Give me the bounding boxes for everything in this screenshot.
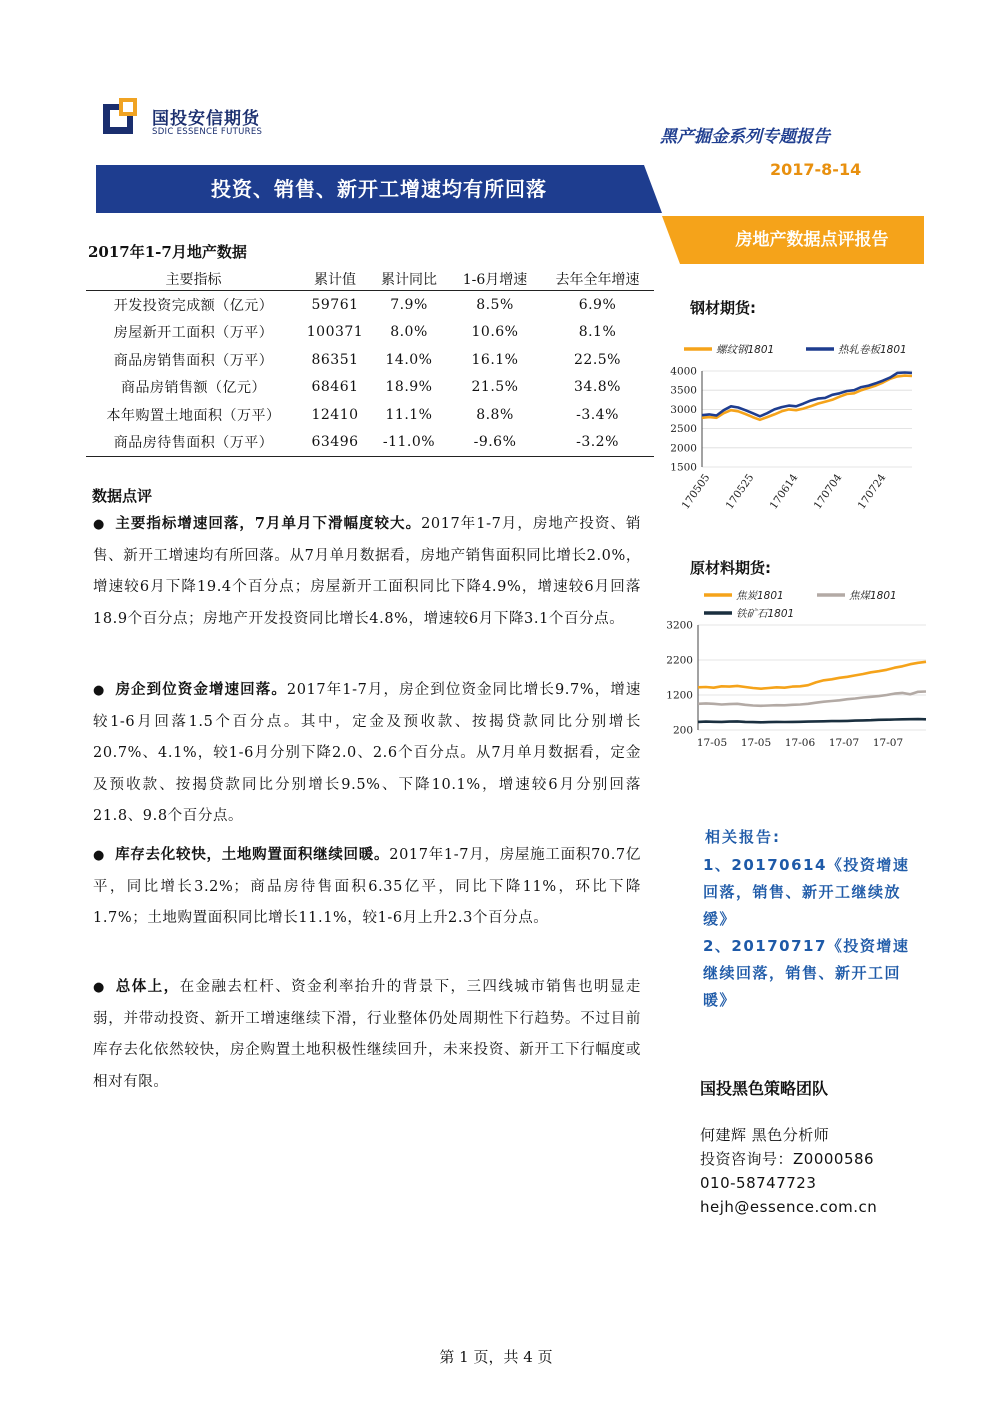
y-tick-label: 1500 xyxy=(670,461,697,474)
x-tick-label: 170525 xyxy=(723,471,757,512)
related-report-link[interactable]: 1、20170614《投资增速回落，销售、新开工继续放缓》 xyxy=(703,856,910,928)
table-cell: 11.1% xyxy=(385,406,433,423)
table-row xyxy=(86,291,654,319)
table-cell: 16.1% xyxy=(471,351,519,368)
table-cell: 100371 xyxy=(306,324,364,341)
legend-label: 铁矿石1801 xyxy=(736,608,795,620)
paragraph-body: 2017年1-7月，房屋施工面积70.7亿平，同比增长3.2%；商品房待售面积6.35亿平，同比下降11%，环比下降1.7%；土地购置面积同比增长11.1%，较1-6月上升2.3个百分点。 xyxy=(93,847,641,926)
x-tick-label: 17-07 xyxy=(872,737,904,749)
y-tick-label: 3200 xyxy=(666,619,693,632)
paragraph-lead: 总体上， xyxy=(115,978,180,995)
paragraph-body: 2017年1-7月，房地产投资、销售、新开工增速均有所回落。从7月单月数据看，房地产销售面积同比增长2.0%，增速较6月下降19.4个百分点；房屋新开工面积同比下降4.9%，增速较6月回落18.9个百分点；房地产开发投资同比增长4.8%，增速较6月下降3.1个百分点。 xyxy=(93,516,641,627)
table-cell: 商品房待售面积（万平） xyxy=(86,429,301,457)
table-cell: -9.6% xyxy=(449,429,541,457)
related-report-link[interactable]: 2、20170717《投资增速继续回落，销售、新开工回暖》 xyxy=(703,937,910,1009)
bullet-icon: ● xyxy=(93,848,106,863)
raw-material-chart xyxy=(660,584,930,764)
column-header: 1-6月增速 xyxy=(449,268,541,291)
logo-mark-icon xyxy=(103,98,143,138)
y-tick-label: 2000 xyxy=(670,442,697,455)
x-tick-label: 170505 xyxy=(679,471,713,512)
data-table xyxy=(86,268,654,457)
y-tick-label: 4000 xyxy=(670,365,697,378)
table-cell: 12410 xyxy=(311,406,359,423)
column-header: 累计值 xyxy=(301,268,369,291)
table-row xyxy=(86,429,654,457)
table-cell: 18.9% xyxy=(385,379,433,396)
table-row xyxy=(86,401,654,429)
series-line xyxy=(698,662,926,689)
table-cell: 34.8% xyxy=(574,379,621,396)
commentary-heading: 数据点评 xyxy=(92,487,153,505)
report-date: 2017-8-14 xyxy=(770,160,862,179)
x-tick-label: 170704 xyxy=(811,471,845,512)
x-tick-label: 170614 xyxy=(767,471,801,512)
raw-material-heading: 原材料期货: xyxy=(690,559,771,577)
column-header: 去年全年增速 xyxy=(541,268,654,291)
logo-chinese-name: 国投安信期货 xyxy=(152,109,260,129)
paragraph-lead: 房企到位资金增速回落。 xyxy=(115,681,287,698)
legend-label: 焦煤1801 xyxy=(849,590,897,602)
y-tick-label: 3500 xyxy=(670,384,697,397)
table-cell: 86351 xyxy=(311,351,359,368)
paragraph-body: 在金融去杠杆、资金利率抬升的背景下，三四线城市销售也明显走弱，并带动投资、新开工增速继续下滑，行业整体仍处周期性下行趋势。不过目前库存去化依然较快，房企购置土地积极性继续回升，未来投资、新开工下行幅度或相对有限。 xyxy=(93,979,641,1090)
table-row xyxy=(86,374,654,402)
page-number: 第 1 页，共 4 页 xyxy=(439,1348,553,1366)
table-cell: 7.9% xyxy=(390,296,428,313)
table-cell: -3.4% xyxy=(576,406,619,423)
table-cell: 8.8% xyxy=(476,406,514,423)
x-tick-label: 170724 xyxy=(855,471,889,512)
table-cell: 8.1% xyxy=(578,324,617,341)
table-cell: 房屋新开工面积（万平） xyxy=(113,325,274,342)
table-cell: 59761 xyxy=(311,296,359,313)
report-title: 投资、销售、新开工增速均有所回落 xyxy=(211,177,547,201)
commentary-paragraph xyxy=(93,508,641,635)
table-cell: 14.0% xyxy=(385,351,433,368)
table-cell: 6.9% xyxy=(578,296,617,313)
team-heading: 国投黑色策略团队 xyxy=(700,1079,829,1098)
logo-english-name: SDIC ESSENCE FUTURES xyxy=(152,127,263,137)
x-tick-label: 17-07 xyxy=(828,737,860,749)
table-header-row xyxy=(86,268,654,291)
table-cell: 10.6% xyxy=(471,324,519,341)
table-cell: 商品房销售额（亿元） xyxy=(121,380,266,397)
bullet-icon: ● xyxy=(93,517,106,532)
phone-number: 010-58747723 xyxy=(700,1174,817,1192)
y-tick-label: 2500 xyxy=(670,423,697,436)
table-cell: 8.0% xyxy=(390,324,428,341)
paragraph-lead: 主要指标增速回落，7月单月下滑幅度较大。 xyxy=(115,515,422,532)
commentary-paragraph xyxy=(93,839,641,935)
table-cell: 开发投资完成额（亿元） xyxy=(113,297,274,314)
table-cell: 22.5% xyxy=(574,351,621,368)
license-number: 投资咨询号：Z0000586 xyxy=(700,1150,875,1168)
legend-label: 热轧卷板1801 xyxy=(838,344,907,356)
related-reports-heading: 相关报告: xyxy=(705,828,781,846)
steel-futures-heading: 钢材期货: xyxy=(690,299,756,317)
email-link[interactable]: hejh@essence.com.cn xyxy=(700,1198,878,1216)
table-row xyxy=(86,319,654,347)
table-cell: 21.5% xyxy=(471,379,519,396)
table-cell: 68461 xyxy=(311,379,359,396)
series-line xyxy=(698,719,926,722)
bullet-icon: ● xyxy=(93,683,106,698)
column-header: 主要指标 xyxy=(86,268,301,291)
table-cell: 8.5% xyxy=(476,296,514,313)
x-tick-label: 17-06 xyxy=(784,737,816,749)
y-tick-label: 1200 xyxy=(666,689,693,702)
table-cell: 63496 xyxy=(301,429,369,457)
bullet-icon: ● xyxy=(93,980,106,995)
analyst-name: 何建辉 黑色分析师 xyxy=(700,1126,830,1144)
x-tick-label: 17-05 xyxy=(696,737,728,749)
column-header: 累计同比 xyxy=(369,268,449,291)
legend-label: 螺纹钢1801 xyxy=(716,344,775,356)
y-tick-label: 200 xyxy=(672,724,693,737)
report-type-label: 房地产数据点评报告 xyxy=(735,230,889,250)
commentary-paragraph xyxy=(93,674,641,833)
commentary-paragraph xyxy=(93,971,641,1098)
legend-label: 焦炭1801 xyxy=(736,590,784,602)
table-cell: 本年购置土地面积（万平） xyxy=(106,407,281,424)
steel-futures-chart xyxy=(660,334,930,534)
paragraph-lead: 库存去化较快，土地购置面积继续回暖。 xyxy=(115,846,390,863)
table-cell: -3.2% xyxy=(541,429,654,457)
series-title: 黑产掘金系列专题报告 xyxy=(660,127,830,147)
table-title: 2017年1-7月地产数据 xyxy=(88,243,247,261)
table-cell: 商品房销售面积（万平） xyxy=(113,352,274,369)
y-tick-label: 2200 xyxy=(666,654,693,667)
series-line xyxy=(698,692,926,706)
y-tick-label: 3000 xyxy=(670,403,697,416)
paragraph-body: 2017年1-7月，房企到位资金同比增长9.7%，增速较1-6月回落1.5个百分点。其中，定金及预收款、按揭贷款同比分别增长20.7%、4.1%，较1-6月分别下降2.0、2.6个百分点。从7月单月数据看，定金及预收款、按揭贷款同比分别增长9.5%、下降10.1%，增速较6月分别回落21.8、9.8个百分点。 xyxy=(93,682,641,824)
x-tick-label: 17-05 xyxy=(740,737,772,749)
table-cell: -11.0% xyxy=(369,429,449,457)
table-row xyxy=(86,346,654,374)
